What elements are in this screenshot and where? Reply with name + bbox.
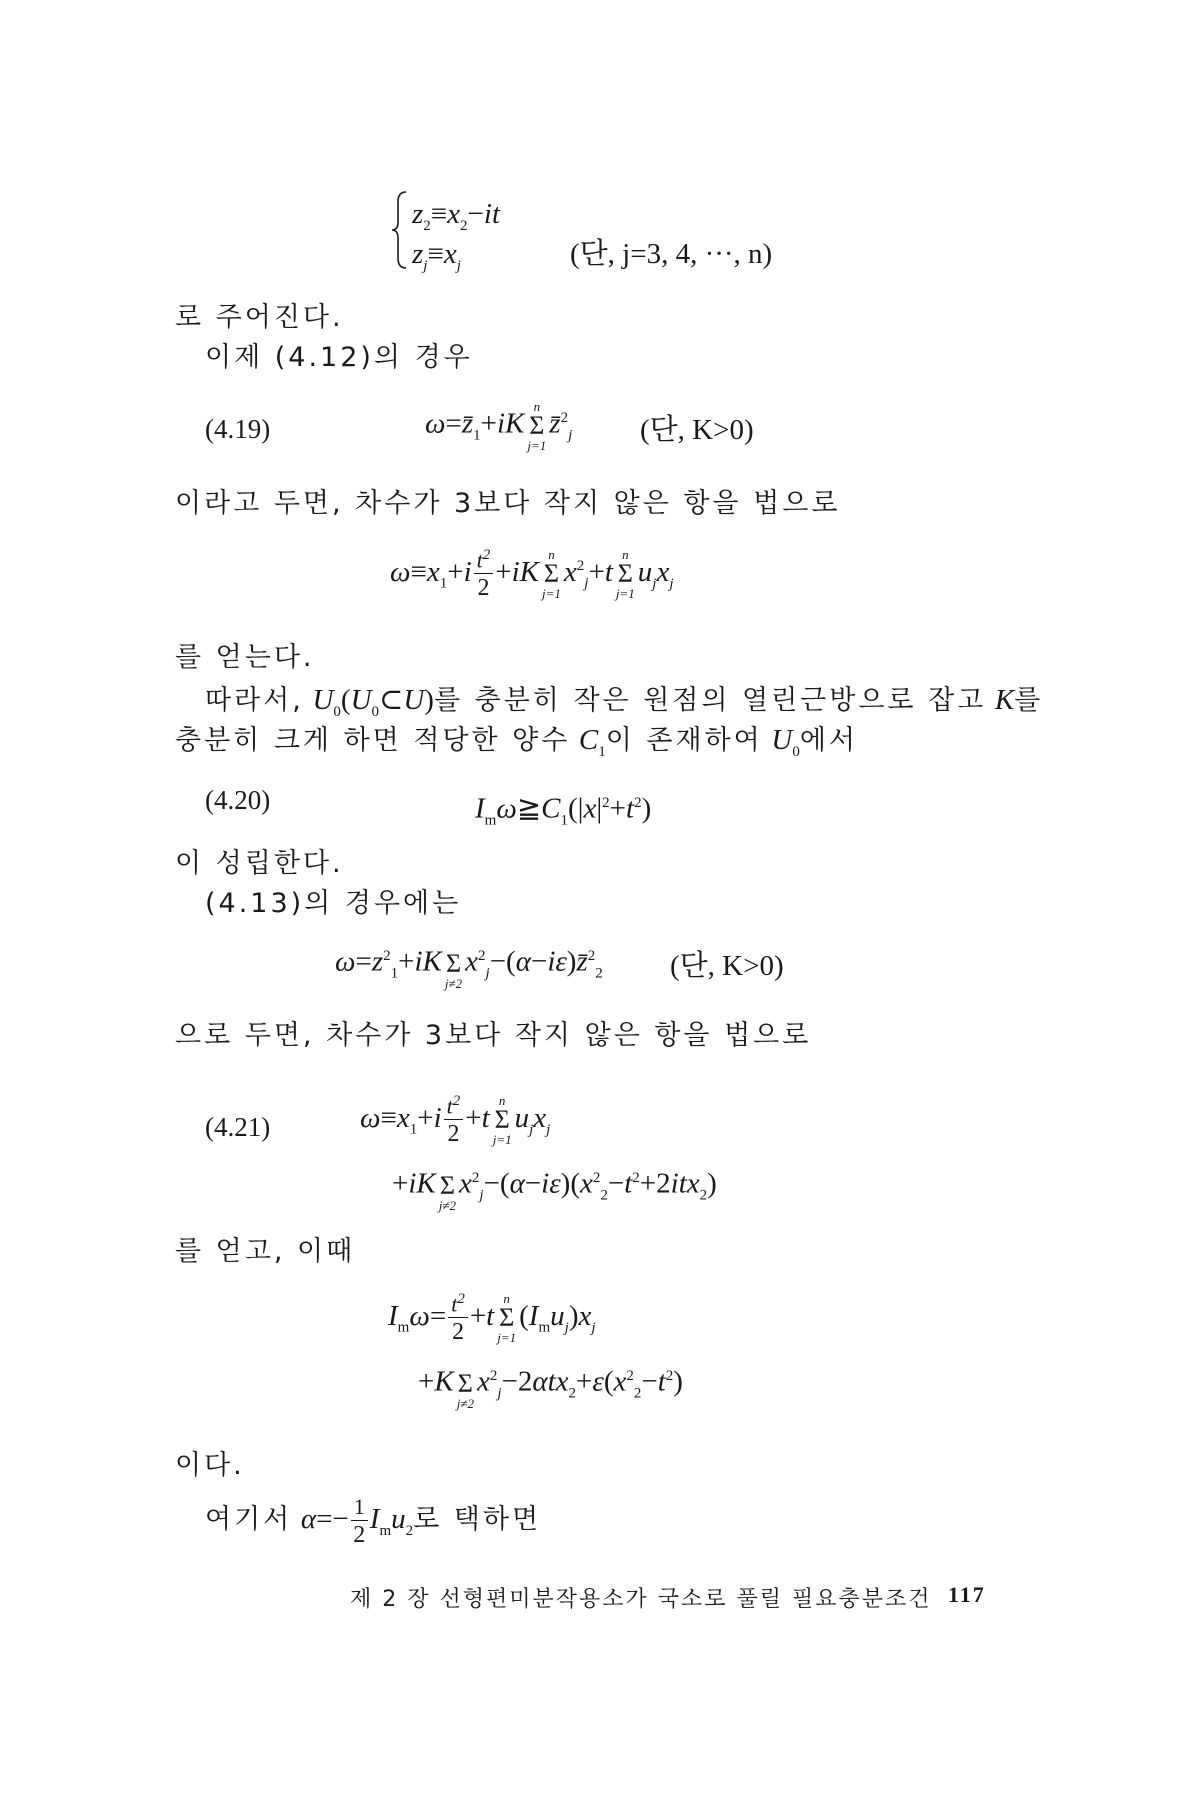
equation-number-4-19: (4.19) [205, 414, 271, 444]
page-number: 117 [948, 1582, 986, 1607]
text-line-mixed [175, 722, 858, 770]
eq-zj: $z_j\equiv x_j$ [412, 238, 461, 274]
left-brace [388, 190, 410, 270]
equation-im-omega-line2: +K Σ j≠2 $x^2_j-2\alpha tx_2+\varepsilon(x^2_2-t^2)$ [418, 1365, 683, 1411]
equation-number-4-20: (4.20) [205, 785, 271, 815]
text-fragment: 로 택하면 [413, 1504, 542, 1536]
equation-omega-expansion: $\omega\equiv x_1+i$ $\frac{t^2}{2}$ +iK n Σ j=1 $x^2_j+t$ n Σ j=1 $u_jx_j$ [390, 547, 674, 602]
equation-number-4-21: (4.21) [205, 1112, 271, 1142]
eq-z2: $z_2\equiv x_2-it$ [412, 198, 501, 234]
math-alpha-choice: α=− $\frac{1}{2}$ $I_mu_2$ [300, 1494, 414, 1548]
text-line: 를 얻는다. [175, 642, 315, 673]
text-fragment: 를 [1014, 685, 1044, 716]
equation-4-21-line2: +iK Σ j≠2 $x^2_j-(\alpha-i\varepsilon)(x^2_2-t^2+2itx_2)$ [392, 1167, 717, 1213]
equation-omega-413: $\omega=z^2_1+iK$ Σ j≠2 $x^2_j-(\alpha-i\varepsilon)z̄^2_2$ [335, 945, 603, 991]
text-line: 이제 (4.12)의 경우 [205, 342, 473, 373]
condition-k-positive: (단, K>0) [640, 414, 754, 446]
math-k: K [994, 684, 1015, 716]
text-fragment: 에서 [799, 725, 858, 756]
equation-4-19: $\omega=z̄_1+iK$ n Σ j=1 z̄$^2_j$ [425, 399, 573, 453]
equation-4-21-line1: $\omega\equiv x_1+i$ $\frac{t^2}{2}$ +t n Σ j=1 $u_jx_j$ [360, 1093, 551, 1148]
equation-4-20: $I_m\omega≧C_1(|x|^2+t^2)$ [475, 792, 652, 829]
equation-im-omega-line1: $I_m\omega=$ $\frac{t^2}{2}$ +t n Σ j=1 $(I_mu_j)x_j$ [388, 1291, 596, 1346]
text-fragment: 를 충분히 작은 원점의 열린근방으로 잡고 [433, 685, 987, 716]
text-line: 를 얻고, 이때 [175, 1236, 356, 1267]
running-footer-chapter: 제 2 장 선형편미분작용소가 국소로 풀릴 필요충분조건 [350, 1587, 932, 1612]
text-fragment: 따라서, [205, 685, 304, 716]
text-line: 이다. [175, 1450, 245, 1481]
math-u0: $U_0$ [771, 724, 800, 760]
text-fragment: 이 존재하여 [605, 725, 763, 756]
text-line: 이 성립한다. [175, 848, 344, 879]
text-line: 로 주어진다. [175, 302, 344, 333]
text-line-mixed [205, 1496, 541, 1549]
condition-k-positive: (단, K>0) [670, 950, 784, 982]
condition-j-range: (단, j=3, 4, ···, n) [570, 238, 773, 270]
text-fragment: 여기서 [205, 1504, 293, 1536]
text-line: 으로 두면, 차수가 3보다 작지 않은 항을 법으로 [175, 1020, 812, 1051]
text-line: (4.13)의 경우에는 [205, 888, 462, 919]
text-fragment: 충분히 크게 하면 적당한 양수 [175, 725, 571, 756]
math-c1: $C_1$ [578, 724, 606, 760]
text-line: 이라고 두면, 차수가 3보다 작지 않은 항을 법으로 [175, 488, 841, 519]
math-u0-subset: $U_0(U_0\subset U)$ [312, 684, 434, 720]
